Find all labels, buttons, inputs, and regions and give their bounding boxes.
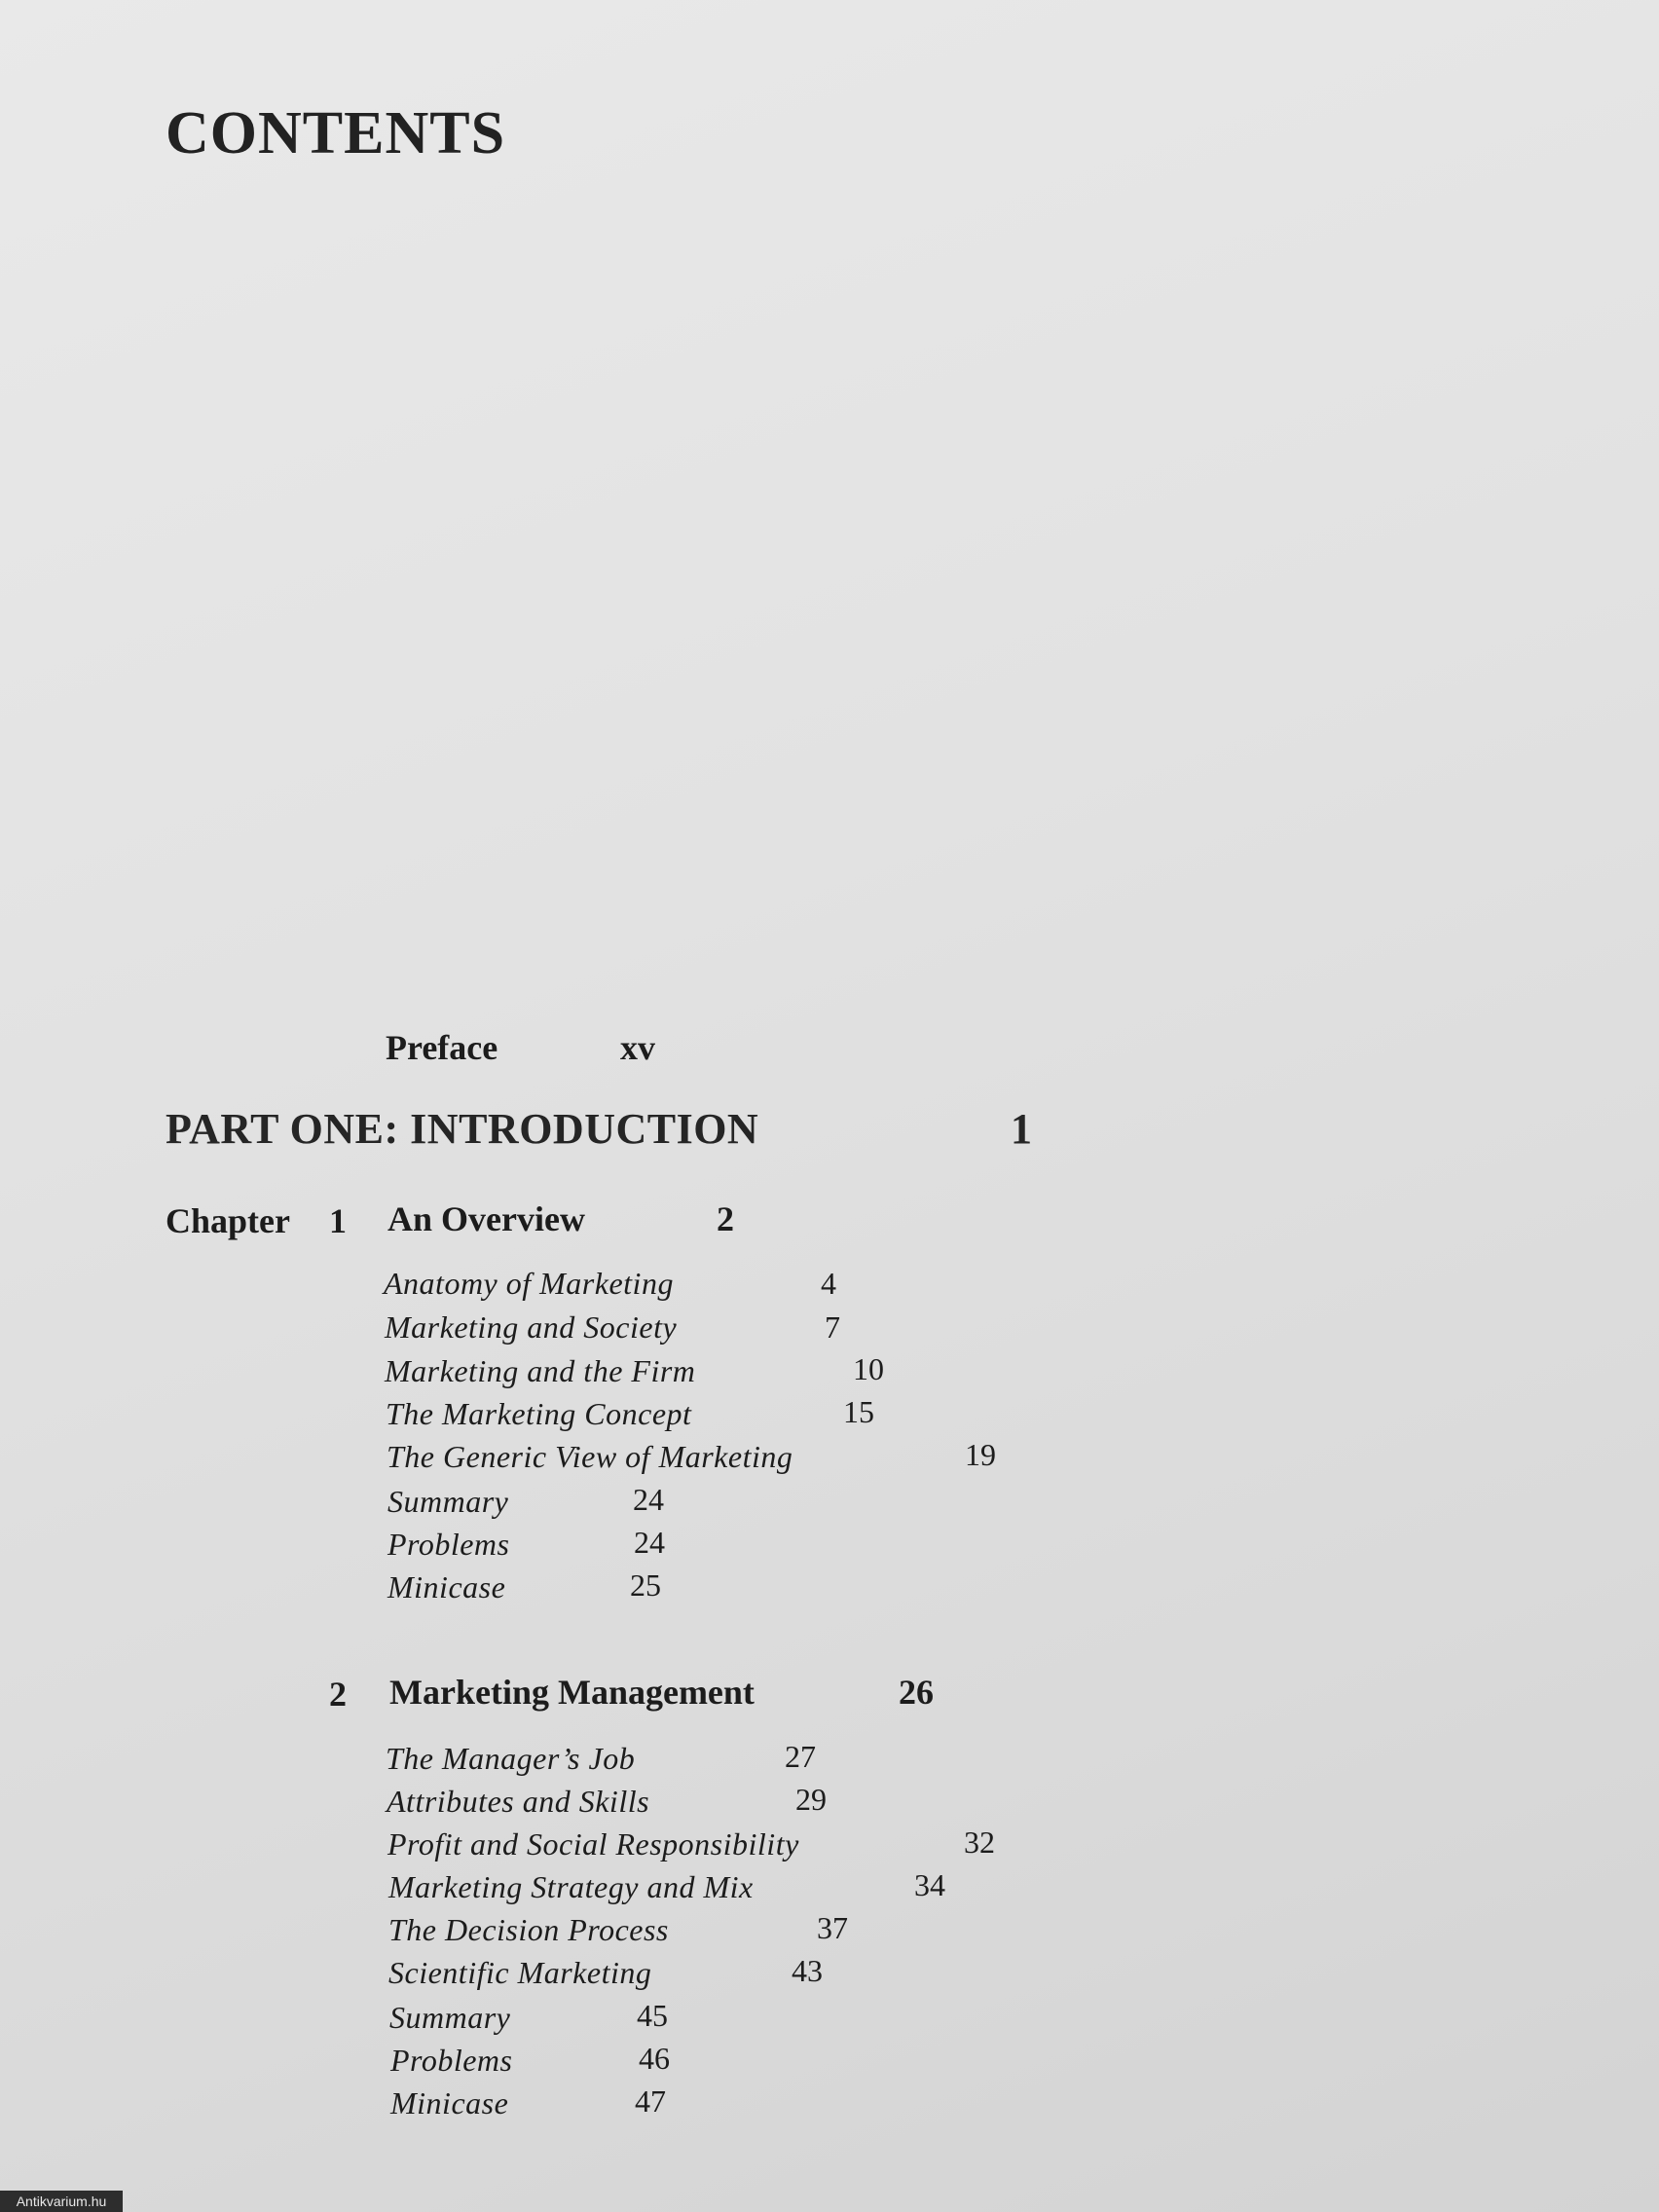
section-title: Problems	[387, 1527, 510, 1562]
section-page: 47	[635, 2083, 666, 2119]
section-page: 19	[965, 1437, 996, 1472]
section-title: The Manager’s Job	[386, 1741, 636, 1776]
section-page: 43	[792, 1953, 823, 1988]
section-title: Attributes and Skills	[387, 1784, 650, 1819]
chapter-label: Chapter	[166, 1201, 290, 1240]
chapter-number: 2	[329, 1675, 347, 1714]
section-title: Summary	[389, 2000, 511, 2035]
section-page: 10	[853, 1351, 884, 1386]
section-title: The Generic View of Marketing	[387, 1439, 793, 1474]
section-page: 46	[639, 2041, 670, 2076]
section-page: 37	[817, 1910, 848, 1945]
section-title: Summary	[387, 1484, 509, 1519]
section-title: The Decision Process	[388, 1912, 669, 1947]
section-page: 4	[821, 1266, 836, 1301]
section-page: 34	[914, 1867, 945, 1902]
section-page: 15	[843, 1394, 874, 1429]
section-title: Marketing and the Firm	[385, 1353, 696, 1388]
section-title: Minicase	[390, 2085, 509, 2120]
part-one-page: 1	[1011, 1105, 1033, 1153]
section-title: Anatomy of Marketing	[384, 1266, 674, 1301]
section-title: The Marketing Concept	[386, 1396, 692, 1431]
chapter-page: 26	[899, 1673, 934, 1712]
section-title: Minicase	[387, 1569, 506, 1604]
part-one-heading: PART ONE: INTRODUCTION	[166, 1105, 759, 1153]
chapter-page: 2	[717, 1199, 734, 1238]
section-page: 27	[785, 1739, 816, 1774]
section-page: 25	[630, 1567, 661, 1603]
section-title: Problems	[390, 2043, 513, 2078]
section-page: 24	[634, 1525, 665, 1560]
section-page: 32	[964, 1825, 995, 1860]
preface-label: Preface	[386, 1028, 498, 1067]
chapter-title: An Overview	[387, 1199, 585, 1238]
section-page: 24	[633, 1482, 664, 1517]
section-page: 45	[637, 1998, 668, 2033]
section-page: 29	[795, 1782, 827, 1817]
section-page: 7	[825, 1309, 840, 1345]
section-title: Marketing and Society	[385, 1309, 678, 1345]
watermark-badge: Antikvarium.hu	[0, 2191, 123, 2212]
page-title: CONTENTS	[166, 100, 506, 166]
preface-page: xv	[620, 1028, 655, 1067]
section-title: Scientific Marketing	[388, 1955, 652, 1990]
section-title: Profit and Social Responsibility	[387, 1826, 799, 1862]
chapter-title: Marketing Management	[389, 1673, 755, 1712]
chapter-number: 1	[329, 1201, 347, 1240]
section-title: Marketing Strategy and Mix	[388, 1869, 754, 1904]
